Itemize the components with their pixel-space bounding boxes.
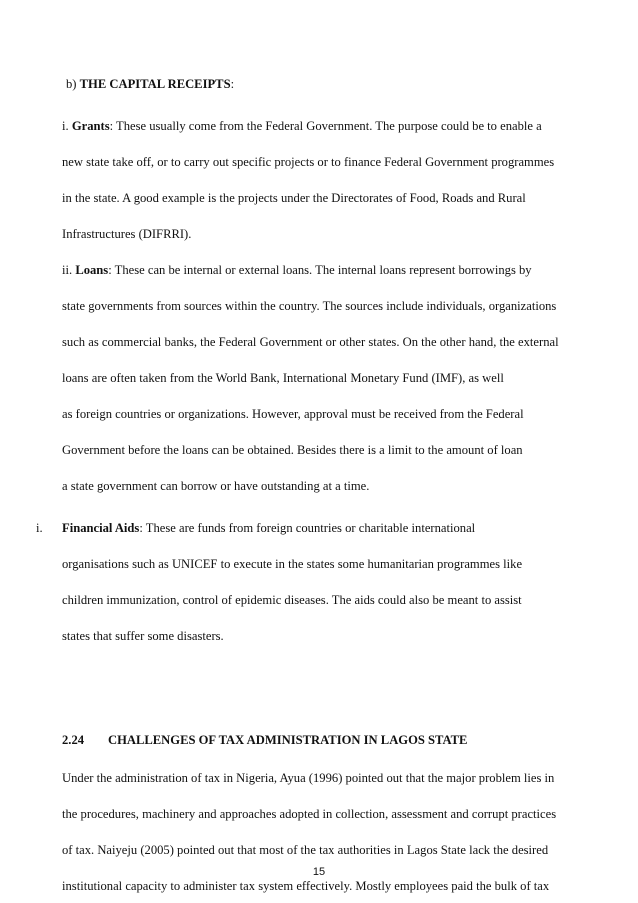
loans-line-1: [62, 262, 560, 278]
loans-text-1: : These can be internal or external loans. The internal loans represent borrowings by: [108, 263, 532, 277]
grants-marker: i.: [62, 119, 69, 133]
capital-receipts-colon: :: [230, 77, 235, 91]
page-number: 15: [312, 866, 326, 878]
grants-lead: [62, 119, 542, 133]
loans-marker: ii.: [62, 263, 73, 277]
challenges-text-2: the procedures, machinery and approaches adopted in collection, assessment and corrupt practices: [62, 807, 557, 821]
section-number: 2.24: [62, 733, 85, 747]
financial-aids-line-2: [62, 556, 560, 572]
capital-receipts-heading: [66, 76, 234, 92]
loans-text-7: a state government can borrow or have outstanding at a time.: [62, 479, 370, 493]
challenges-line-3: [62, 842, 560, 858]
loans-line-2: [62, 298, 560, 314]
financial-aids-marker: i.: [36, 521, 43, 535]
loans-lead: [62, 263, 532, 277]
grants-term: Grants: [71, 119, 110, 133]
financial-aids-line-3: [62, 592, 560, 608]
loans-term: Loans: [75, 263, 109, 277]
loans-line-7: [62, 478, 369, 494]
loans-line-4: [62, 370, 560, 386]
loans-text-5: as foreign countries or organizations. However, approval must be received from the Federal: [62, 407, 524, 421]
challenges-line-1: [62, 770, 560, 786]
grants-text-2: new state take off, or to carry out specific projects or to finance Federal Government programmes: [62, 155, 555, 169]
financial-aids-lead: [62, 521, 475, 535]
challenges-text-4: institutional capacity to administer tax system effectively. Mostly employees paid the bulk of tax: [62, 879, 550, 893]
financial-aids-line-1: [62, 520, 560, 536]
financial-aids-text-2: organisations such as UNICEF to execute in the states some humanitarian programmes like: [62, 557, 523, 571]
loans-line-3: [62, 334, 560, 350]
grants-line-1: [62, 118, 560, 134]
financial-aids-term: Financial Aids: [62, 521, 140, 535]
challenges-line-4: [62, 878, 560, 894]
capital-receipts-title: THE CAPITAL RECEIPTS: [79, 77, 231, 91]
challenges-line-2: [62, 806, 560, 822]
financial-aids-text-3: children immunization, control of epidemic diseases. The aids could also be meant to assist: [62, 593, 522, 607]
challenges-text-1: Under the administration of tax in Nigeria, Ayua (1996) pointed out that the major problem lies in: [62, 771, 555, 785]
financial-aids-text-4: states that suffer some disasters.: [62, 629, 224, 643]
grants-line-4: [62, 226, 191, 242]
loans-text-6: Government before the loans can be obtained. Besides there is a limit to the amount of loan: [62, 443, 523, 457]
challenges-text-3: of tax. Naiyeju (2005) pointed out that most of the tax authorities in Lagos State lack the desired: [62, 843, 549, 857]
grants-line-3: [62, 190, 560, 206]
grants-text-4: Infrastructures (DIFRRI).: [62, 227, 192, 241]
loans-line-6: [62, 442, 560, 458]
grants-line-2: [62, 154, 560, 170]
financial-aids-text-1: : These are funds from foreign countries or charitable international: [139, 521, 476, 535]
loans-text-2: state governments from sources within the country. The sources include individuals, organizations: [62, 299, 557, 313]
loans-text-4: loans are often taken from the World Bank, International Monetary Fund (IMF), as well: [62, 371, 504, 385]
section-title: CHALLENGES OF TAX ADMINISTRATION IN LAGOS STATE: [108, 733, 468, 747]
loans-text-3: such as commercial banks, the Federal Government or other states. On the other hand, the external: [62, 335, 559, 349]
grants-text-1: : These usually come from the Federal Government. The purpose could be to enable a: [109, 119, 542, 133]
capital-receipts-marker: b): [66, 77, 77, 91]
loans-line-5: [62, 406, 560, 422]
financial-aids-line-4: [62, 628, 224, 644]
grants-text-3: in the state. A good example is the projects under the Directorates of Food, Roads and Rural: [62, 191, 526, 205]
